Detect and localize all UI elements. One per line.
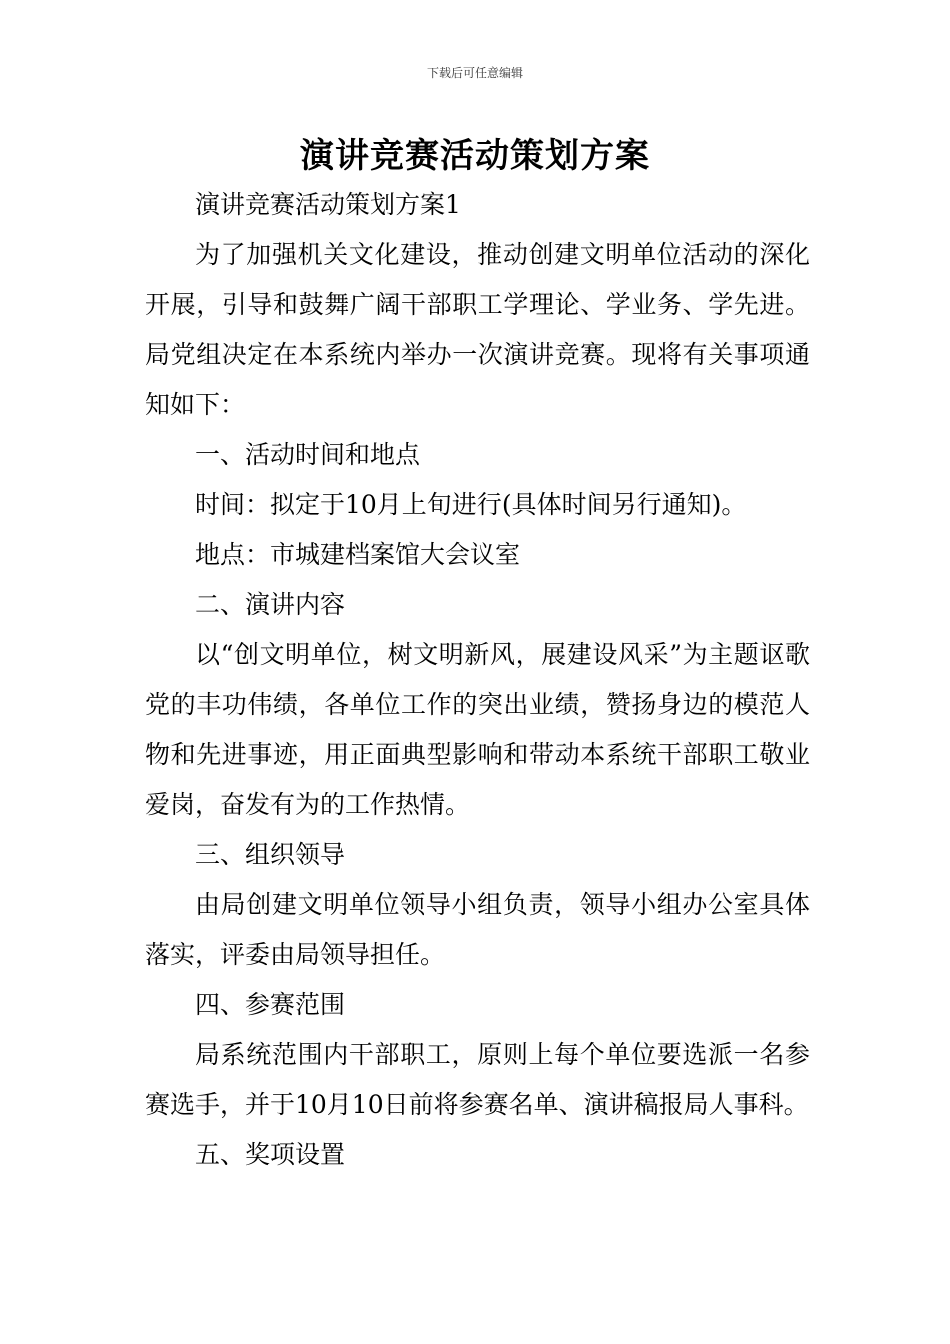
section-heading: 二、演讲内容	[195, 590, 346, 619]
subtitle-paragraph: 演讲竞赛活动策划方案1	[195, 190, 461, 219]
time-paragraph: 时间：拟定于10月上旬进行(具体时间另行通知)。	[195, 490, 747, 519]
location-paragraph: 地点：市城建档案馆大会议室	[195, 540, 521, 569]
section-heading: 五、奖项设置	[195, 1140, 346, 1169]
content-paragraph: 以“创文明单位，树文明新风，展建设风采”为主题讴歌党的丰功伟绩，各单位工作的突出业绩，赞扬身边的模范人物和先进事迹，用正面典型影响和带动本系统干部职工敬业爱岗，奋发有为的工作热情。	[145, 640, 810, 819]
section-heading: 三、组织领导	[195, 840, 346, 869]
scope-paragraph: 局系统范围内干部职工，原则上每个单位要选派一名参赛选手，并于10月10日前将参赛名单、演讲稿报局人事科。	[145, 1040, 810, 1119]
organization-paragraph: 由局创建文明单位领导小组负责，领导小组办公室具体落实，评委由局领导担任。	[145, 890, 810, 969]
intro-paragraph: 为了加强机关文化建设，推动创建文明单位活动的深化开展，引导和鼓舞广阔干部职工学理论、学业务、学先进。局党组决定在本系统内举办一次演讲竞赛。现将有关事项通知如下：	[145, 240, 810, 419]
section-heading: 四、参赛范围	[195, 990, 346, 1019]
section-heading: 一、活动时间和地点	[195, 440, 421, 469]
document-title: 演讲竞赛活动策划方案	[300, 136, 650, 176]
header-note: 下载后可任意编辑	[426, 66, 523, 80]
document-body	[145, 180, 810, 1180]
